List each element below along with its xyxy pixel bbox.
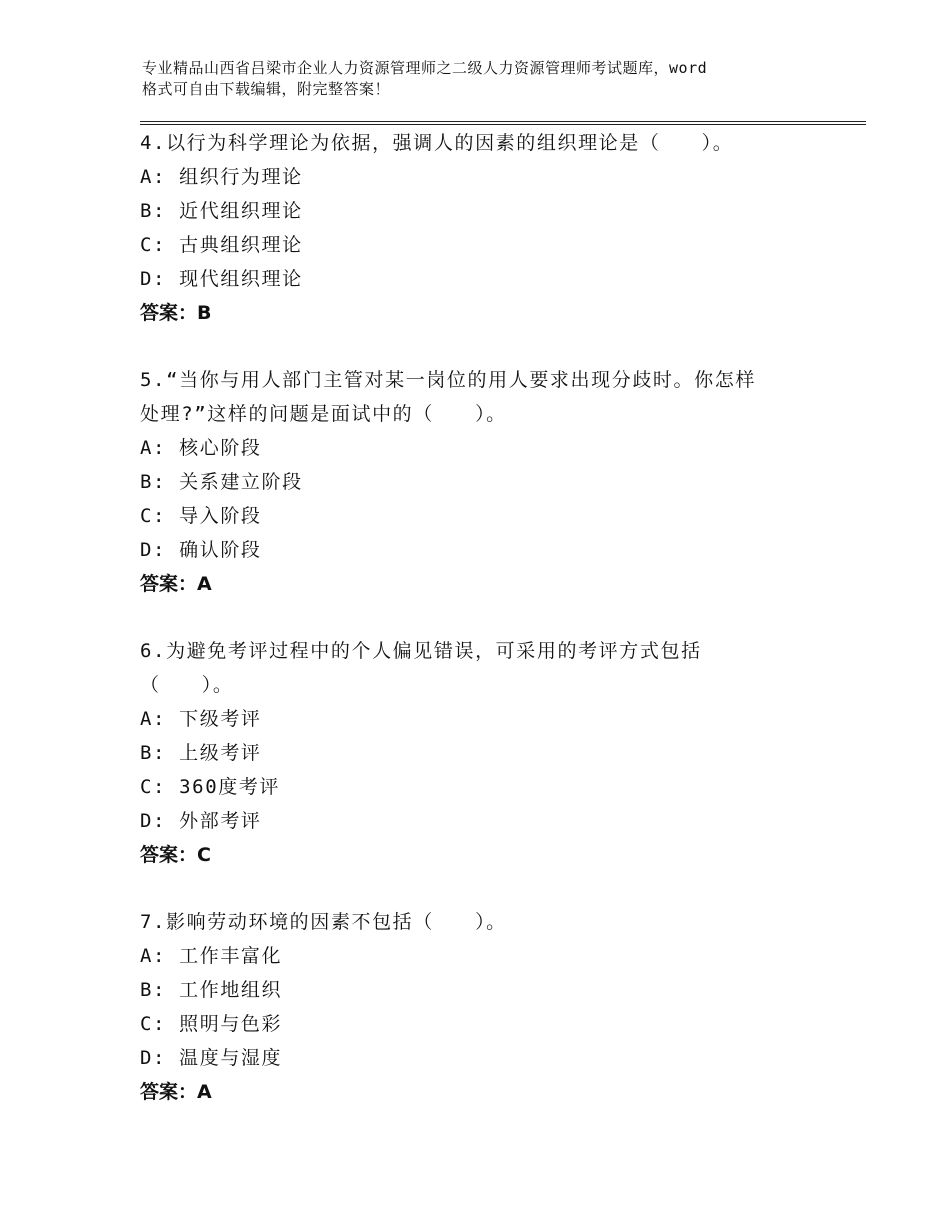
answer-line: [140, 838, 840, 872]
option-b: B: 关系建立阶段: [140, 471, 303, 493]
option-a: A: 工作丰富化: [140, 945, 283, 967]
document-header: [142, 58, 832, 100]
question-stem: 4.以行为科学理论为依据，强调人的因素的组织理论是（ ）。: [140, 132, 734, 154]
option-a: A: 下级考评: [140, 708, 262, 730]
option-b: B: 近代组织理论: [140, 200, 303, 222]
header-rule-bottom: [140, 124, 866, 125]
question-stem: 7.影响劳动环境的因素不包括（ ）。: [140, 911, 507, 933]
answer-line: [140, 567, 840, 601]
option-a: A: 组织行为理论: [140, 166, 303, 188]
header-rule-top: [140, 121, 866, 122]
header-title-line-1: 专业精品山西省吕梁市企业人力资源管理师之二级人力资源管理师考试题库，word: [142, 59, 708, 77]
question-7: [140, 905, 840, 1109]
option-a: A: 核心阶段: [140, 437, 262, 459]
question-4: [140, 126, 840, 330]
answer-value: A: [197, 573, 212, 595]
option-c: C: 导入阶段: [140, 505, 262, 527]
question-stem-line-2: 处理?”这样的问题是面试中的（ ）。: [140, 403, 507, 425]
question-6: [140, 634, 840, 872]
answer-prefix: 答案：: [140, 1081, 198, 1103]
question-stem-line-1: 5.“当你与用人部门主管对某一岗位的用人要求出现分歧时。你怎样: [140, 369, 756, 391]
option-c: C: 古典组织理论: [140, 234, 303, 256]
option-b: B: 工作地组织: [140, 979, 283, 1001]
option-d: D: 确认阶段: [140, 539, 262, 561]
question-5: [140, 363, 840, 601]
question-list: [140, 126, 840, 1142]
answer-prefix: 答案：: [140, 302, 198, 324]
option-c: C: 照明与色彩: [140, 1013, 283, 1035]
option-d: D: 外部考评: [140, 810, 262, 832]
answer-value: B: [197, 302, 212, 324]
answer-value: A: [197, 1081, 212, 1103]
answer-value: C: [197, 844, 211, 866]
answer-prefix: 答案：: [140, 573, 198, 595]
question-stem-line-1: 6.为避免考评过程中的个人偏见错误，可采用的考评方式包括: [140, 640, 702, 662]
answer-line: [140, 1075, 840, 1109]
option-d: D: 现代组织理论: [140, 268, 303, 290]
answer-prefix: 答案：: [140, 844, 198, 866]
option-d: D: 温度与湿度: [140, 1047, 283, 1069]
answer-line: [140, 296, 840, 330]
option-b: B: 上级考评: [140, 742, 262, 764]
option-c: C: 360度考评: [140, 776, 281, 798]
question-stem-line-2: （ ）。: [140, 674, 234, 696]
header-title-line-2: 格式可自由下载编辑，附完整答案！: [142, 80, 391, 98]
